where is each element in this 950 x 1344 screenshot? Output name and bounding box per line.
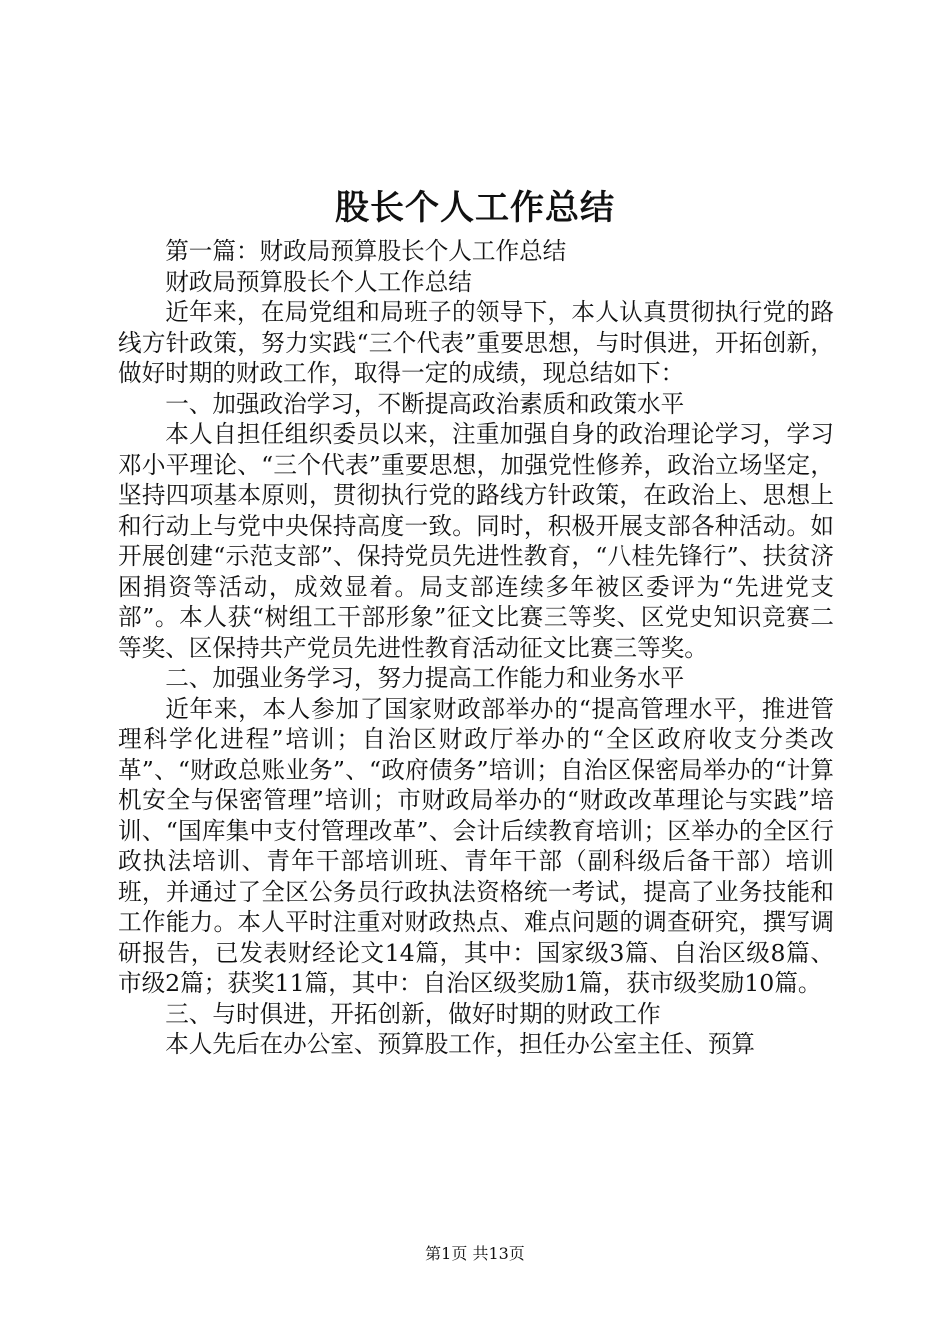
section-heading: 一、加强政治学习，不断提高政治素质和政策水平 (165, 389, 685, 418)
paragraph: 本人自担任组织委员以来，注重加强自身的政治理论学习，学习邓小平理论、“三个代表”重要思想，加强党性修养，政治立场坚定，坚持四项基本原则，贯彻执行党的路线方针政策，在政治上、思想上和行动上与党中央保持高度一致。同时，积极开展支部各种活动。如开展创建“示范支部”、保持党员先进性教育，“八桂先锋行”、扶贫济困捐资等活动，成效显着。局支部连续多年被区委评为“先进党支部”。本人获“树组工干部形象”征文比赛三等奖、区党史知识竞赛二等奖、区保持共产党员先进性教育活动征文比赛三等奖。 (118, 420, 834, 662)
paragraph: 本人先后在办公室、预算股工作，担任办公室主任、预算 (165, 1030, 756, 1058)
document-title: 股长个人工作总结 (335, 188, 615, 228)
section-heading: 第一篇：财政局预算股长个人工作总结 (165, 237, 567, 265)
document-body (118, 236, 834, 1060)
paragraph: 近年来，本人参加了国家财政部举办的“提高管理水平，推进管理科学化进程”培训；自治区财政厅举办的“全区政府收支分类改革”、“财政总账业务”、“政府债务”培训；自治区保密局举办的“计算机安全与保密管理”培训；市财政局举办的“财政改革理论与实践”培训、“国库集中支付管理改革”、会计后续教育培训；区举办的全区行政执法培训、青年干部培训班、青年干部（副科级后备干部）培训班，并通过了全区公务员行政执法资格统一考试，提高了业务技能和工作能力。本人平时注重对财政热点、难点问题的调查研究，撰写调研报告，已发表财经论文14篇，其中：国家级3篇、自治区级8篇、市级2篇；获奖11篇，其中：自治区级奖励1篇，获市级奖励10篇。 (118, 694, 834, 997)
paragraph: 近年来，在局党组和局班子的领导下，本人认真贯彻执行党的路线方针政策，努力实践“三个代表”重要思想，与时俱进，开拓创新，做好时期的财政工作，取得一定的成绩，现总结如下： (118, 298, 834, 387)
page-number-footer: 第1页 共13页 (425, 1244, 525, 1263)
section-heading: 三、与时俱进，开拓创新，做好时期的财政工作 (165, 999, 661, 1028)
subtitle: 财政局预算股长个人工作总结 (165, 267, 472, 296)
section-heading: 二、加强业务学习，努力提高工作能力和业务水平 (165, 664, 685, 692)
